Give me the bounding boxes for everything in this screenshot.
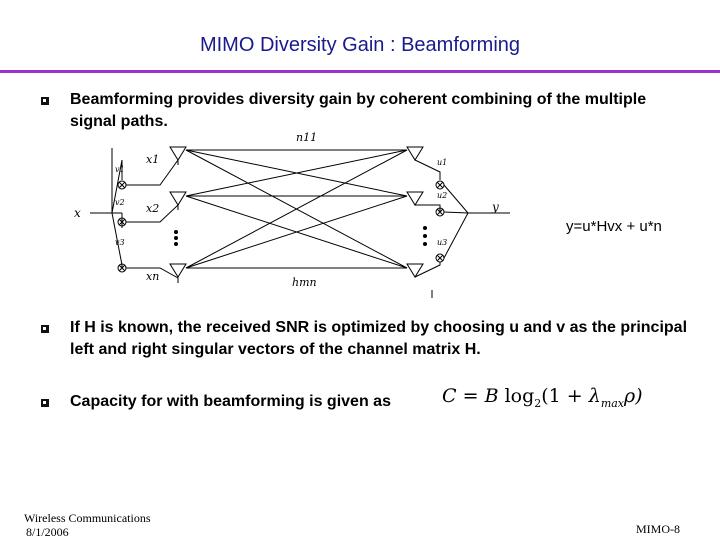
tx-weight-2: v2 [115, 198, 125, 207]
bullet-text-capacity: Capacity for with beamforming is given as [70, 393, 391, 410]
output-label: y [492, 200, 499, 214]
input-label: x [74, 206, 81, 220]
formula-equals: = [462, 385, 479, 407]
channel-label-last: hmn [292, 276, 317, 289]
capacity-formula [442, 385, 643, 415]
footer-slide-id: MIMO-8 [636, 522, 680, 536]
rx-weight-2: u2 [437, 191, 448, 200]
footer-left [24, 511, 151, 539]
formula-bandwidth: B [484, 385, 499, 407]
formula-paren-open: (1 + [541, 385, 589, 407]
signal-equation: y=u*Hvx + u*n [566, 218, 662, 235]
slide-title: MIMO Diversity Gain : Beamforming [199, 34, 521, 56]
tx-weight-3: v3 [115, 238, 125, 247]
formula-log: log [504, 385, 535, 407]
footer-course: Wireless Communications [24, 511, 151, 525]
tx-label-1: x1 [146, 153, 160, 166]
bullet-icon [40, 398, 50, 408]
rx-weight-3: u3 [437, 238, 448, 247]
footer-date: 8/1/2006 [26, 525, 69, 539]
formula-lhs: C [442, 385, 457, 407]
formula-log-base: 2 [534, 396, 542, 410]
tx-weight-1: v1 [115, 165, 125, 174]
bullet-icon [40, 324, 50, 334]
formula-rho-close: ρ) [624, 385, 643, 407]
formula-lambda-sub: max [600, 396, 625, 410]
bullet-text-snr: If H is known, the received SNR is optimized by choosing u and v as the principal left and right singular vectors of the channel matrix H. [70, 319, 688, 358]
tx-label-2: x2 [146, 202, 160, 215]
bullet-text-beamforming: Beamforming provides diversity gain by coherent combining of the multiple signal paths. [70, 91, 647, 130]
tx-label-n: xn [146, 270, 160, 283]
rx-weight-1: u1 [437, 158, 448, 167]
channel-label-first: n11 [296, 131, 318, 144]
formula-lambda: λ [588, 385, 601, 407]
